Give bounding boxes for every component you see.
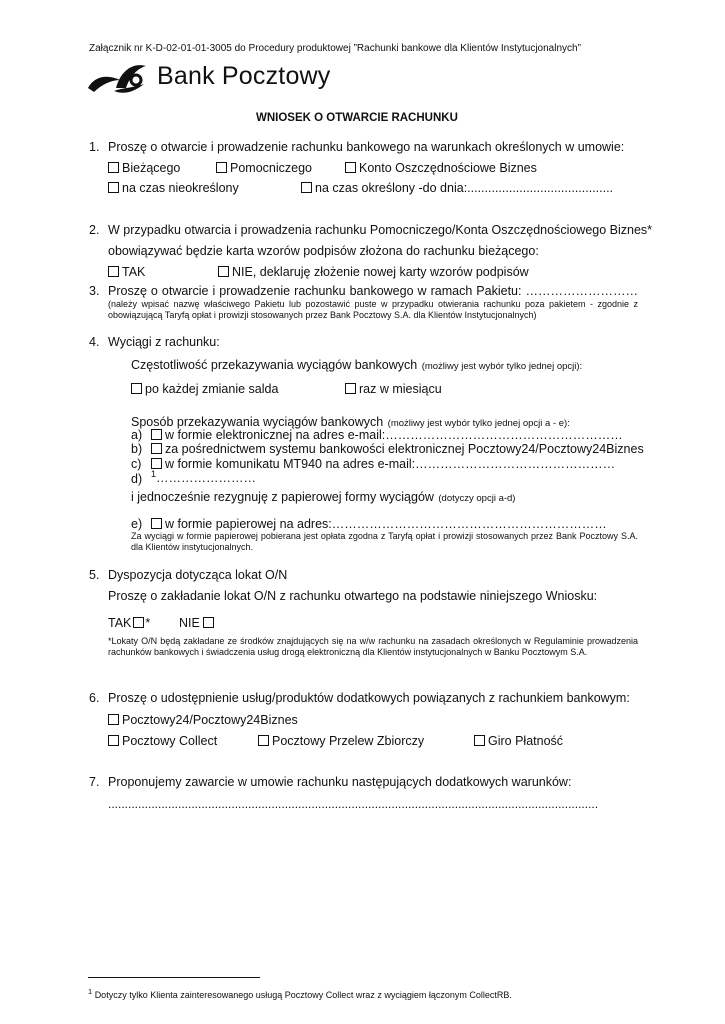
checkbox-icon[interactable] (108, 266, 119, 277)
option-nie-karta[interactable]: NIE, deklaruję złożenie nowej karty wzorów podpisów (218, 265, 529, 279)
section-4-heading: Wyciągi z rachunku: (108, 335, 220, 349)
option-method-c[interactable]: w formie komunikatu MT940 na adres e-mail:………………………………………… (151, 457, 615, 471)
method-d-letter: d) (131, 472, 143, 486)
section-4-number: 4. (89, 335, 100, 349)
option-method-a[interactable]: w formie elektronicznej na adres e-mail:………………………………………………… (151, 428, 623, 442)
section-3-line1: Proszę o otwarcie i prowadzenie rachunku bankowego w ramach Pakietu: ……………………… (108, 284, 638, 298)
section-7-text: Proponujemy zawarcie w umowie rachunku następujących dodatkowych warunków: (108, 775, 572, 789)
footnote: $^1$ Dotyczy tylko Klienta zainteresowanego usługą Pocztowy Collect wraz z wyciągiem łączonym CollectRB. (88, 987, 512, 1000)
checkbox-icon[interactable] (108, 735, 119, 746)
checkbox-icon[interactable] (131, 383, 142, 394)
checkbox-icon[interactable] (151, 458, 162, 469)
section-6-text: Proszę o udostępnienie usług/produktów dodatkowych powiązanych z rachunkiem bankowym: (108, 691, 630, 705)
resign-paper-text: i jednocześnie rezygnuję z papierowej formy wyciągów (dotyczy opcji a-d) (131, 490, 516, 504)
checkbox-icon[interactable] (218, 266, 229, 277)
method-a-letter: a) (131, 428, 143, 442)
section-7-number: 7. (89, 775, 100, 789)
option-method-b[interactable]: za pośrednictwem systemu bankowości elektronicznej Pocztowy24/Pocztowy24Biznes (151, 442, 644, 456)
method-label: Sposób przekazywania wyciągów bankowych (możliwy jest wybór tylko jednej opcji a - e): (131, 415, 570, 429)
section-5-note: *Lokaty O/N będą zakładane ze środków znajdujących się na w/w rachunku na zasadach określonych w Regulaminie prowadzenia rachunków bankowych i świadczenia usług drogą elektroniczną dla Klientów instytucjonalnych w Banku Pocztowym S.A. (108, 636, 638, 657)
method-b-letter: b) (131, 442, 143, 456)
frequency-label: Częstotliwość przekazywania wyciągów bankowych (możliwy jest wybór tylko jednej opcji): (131, 358, 583, 372)
method-e-letter: e) (131, 517, 143, 531)
option-giro-platnosc[interactable]: Giro Płatność (474, 734, 563, 748)
section-3-number: 3. (89, 284, 100, 298)
checkbox-icon[interactable] (108, 162, 119, 173)
checkbox-icon[interactable] (151, 518, 162, 529)
option-okreslony[interactable]: na czas określony -do dnia:.......................................... (301, 181, 613, 195)
checkbox-icon[interactable] (203, 617, 214, 628)
option-pomocniczego[interactable]: Pomocniczego (216, 161, 312, 175)
section-5-text: Proszę o zakładanie lokat O/N z rachunku otwartego na podstawie niniejszego Wniosku: (108, 589, 598, 603)
page-title: WNIOSEK O OTWARCIE RACHUNKU (256, 112, 458, 124)
option-pocztowy-collect[interactable]: Pocztowy Collect (108, 734, 217, 748)
checkbox-icon[interactable] (345, 162, 356, 173)
checkbox-icon[interactable] (108, 182, 119, 193)
footnote-separator (88, 977, 260, 978)
section-5-heading: Dyspozycja dotycząca lokat O/N (108, 568, 288, 582)
section-2-line1: W przypadku otwarcia i prowadzenia rachunku Pomocniczego/Konta Oszczędnościowego Biznes* (108, 223, 653, 237)
option-kazdej-zmianie[interactable]: po każdej zmianie salda (131, 382, 278, 396)
checkbox-icon[interactable] (151, 429, 162, 440)
checkbox-icon[interactable] (151, 443, 162, 454)
method-e-note: Za wyciągi w formie papierowej pobierana jest opłata zgodna z Taryfą opłat i prowizji stosowanych przez Bank Pocztowy S.A. dla Klientów instytucjonalnych. (131, 531, 638, 552)
option-nieokreslony[interactable]: na czas nieokreślony (108, 181, 239, 195)
option-przelew-zbiorczy[interactable]: Pocztowy Przelew Zbiorczy (258, 734, 424, 748)
section-2-number: 2. (89, 223, 100, 237)
checkbox-icon[interactable] (474, 735, 485, 746)
checkbox-icon[interactable] (133, 617, 144, 628)
section-6-number: 6. (89, 691, 100, 705)
section-1-number: 1. (89, 140, 100, 154)
option-lokaty-tak[interactable]: TAK * (108, 616, 151, 630)
section-1-text: Proszę o otwarcie i prowadzenie rachunku bankowego na warunkach określonych w umowie: (108, 140, 625, 154)
section-5-number: 5. (89, 568, 100, 582)
option-konto-oszczednosciowe[interactable]: Konto Oszczędnościowe Biznes (345, 161, 537, 175)
additional-conditions-field[interactable]: ................................................................................................................................................... (108, 797, 599, 811)
option-biezacego[interactable]: Bieżącego (108, 161, 180, 175)
bank-pocztowy-logo-icon (86, 58, 156, 98)
option-method-e[interactable]: w formie papierowej na adres:………………………………………………………… (151, 517, 607, 531)
checkbox-icon[interactable] (108, 714, 119, 725)
footnote-ref: 1 (151, 469, 157, 479)
option-pocztowy24[interactable]: Pocztowy24/Pocztowy24Biznes (108, 713, 298, 727)
method-c-letter: c) (131, 457, 142, 471)
checkbox-icon[interactable] (258, 735, 269, 746)
checkbox-icon[interactable] (216, 162, 227, 173)
option-lokaty-nie[interactable]: NIE (179, 616, 217, 630)
annex-header: Załącznik nr K-D-02-01-01-3005 do Procedury produktowej ”Rachunki bankowe dla Klientów Instytucjonalnych” (89, 43, 581, 54)
section-2-line2: obowiązywać będzie karta wzorów podpisów złożona do rachunku bieżącego: (108, 244, 539, 258)
checkbox-icon[interactable] (345, 383, 356, 394)
checkbox-icon[interactable] (301, 182, 312, 193)
option-tak-karta[interactable]: TAK (108, 265, 145, 279)
option-raz-w-miesiacu[interactable]: raz w miesiącu (345, 382, 442, 396)
method-d-field[interactable]: $^1$…………………… (151, 469, 257, 486)
section-3-note: (należy wpisać nazwę właściwego Pakietu lub pozostawić puste w przypadku otwierania rachunku poza pakietem - zgodnie z obowiązującą Taryfą opłat i prowizji stosowanych przez Bank Pocztowy S.A. dla Klientów Instytucjonalnych) (108, 299, 638, 320)
bank-name: Bank Pocztowy (157, 62, 331, 90)
footnote-number: 1 (88, 987, 93, 996)
